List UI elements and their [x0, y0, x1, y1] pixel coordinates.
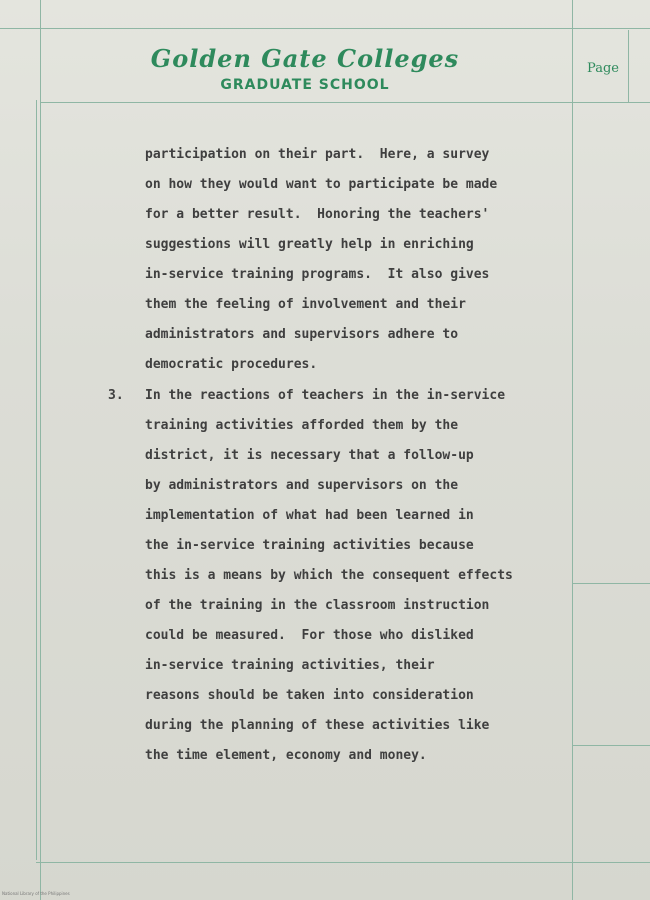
text-line: on how they would want to participate be made [145, 177, 498, 192]
text-line: training activities afforded them by the [145, 418, 459, 433]
text-line: In the reactions of teachers in the in-service [145, 388, 506, 403]
text-line: democratic procedures. [145, 357, 318, 372]
archive-note: National Library of the Philippines [2, 891, 70, 896]
text-line: implementation of what had been learned in [145, 508, 474, 523]
text-line: in-service training programs. It also gives [145, 267, 490, 282]
institution-name: Golden Gate Colleges [150, 44, 460, 73]
left-margin-rule [40, 0, 41, 900]
text-line: the time element, economy and money. [145, 748, 427, 763]
right-margin-rule-2 [572, 745, 650, 746]
text-line: participation on their part. Here, a survey [145, 147, 490, 162]
page-column-rule [572, 0, 573, 900]
text-line: suggestions will greatly help in enriching [145, 237, 474, 252]
text-line: during the planning of these activities like [145, 718, 490, 733]
text-line: for a better result. Honoring the teachers' [145, 207, 490, 222]
text-line: administrators and supervisors adhere to [145, 327, 459, 342]
right-margin-rule-1 [572, 583, 650, 584]
text-line: the in-service training activities because [145, 538, 474, 553]
text-line: this is a means by which the consequent effects [145, 568, 513, 583]
page-column-right-rule [628, 30, 629, 102]
item-number: 3. [108, 388, 124, 403]
header-bottom-rule [40, 102, 650, 103]
left-inner-rule [36, 100, 37, 860]
footer-rule [36, 862, 650, 863]
text-line: in-service training activities, their [145, 658, 435, 673]
text-line: them the feeling of involvement and their [145, 297, 466, 312]
page-label: Page [587, 61, 619, 76]
text-line: of the training in the classroom instruction [145, 598, 490, 613]
text-line: district, it is necessary that a follow-up [145, 448, 474, 463]
header-top-rule [0, 28, 650, 29]
text-line: by administrators and supervisors on the [145, 478, 459, 493]
text-line: reasons should be taken into consideration [145, 688, 474, 703]
text-line: could be measured. For those who disliked [145, 628, 474, 643]
school-name: GRADUATE SCHOOL [220, 77, 390, 93]
